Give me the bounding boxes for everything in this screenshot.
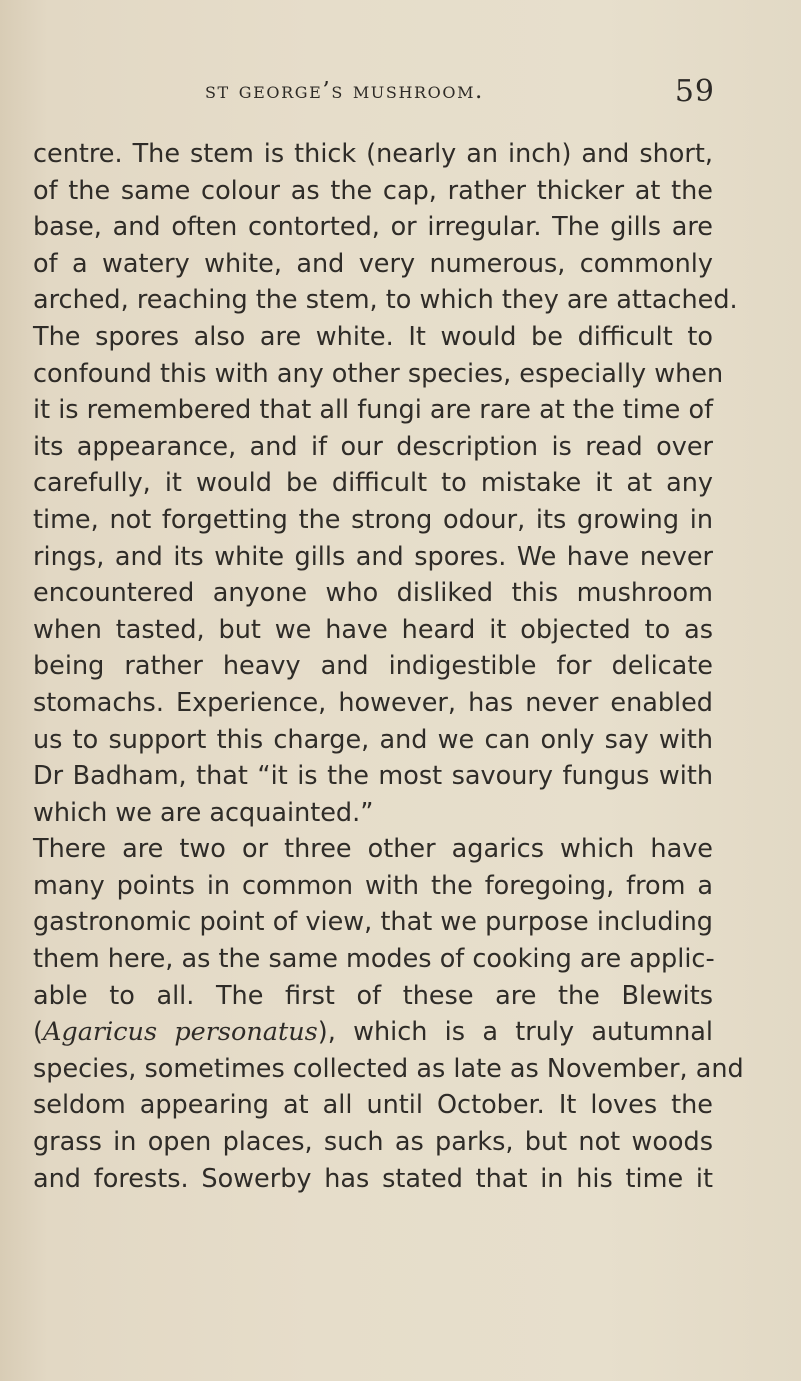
text-line: its appearance, and if our description is read over [33,431,713,462]
text-line: Dr Badham, that “it is the most savoury fungus with [33,761,713,792]
text-line: encountered anyone who disliked this mushroom [33,578,713,609]
text-line: it is remembered that all fungi are rare at the time of [33,395,714,426]
text-line: of the same colour as the cap, rather thicker at the [33,175,713,206]
text-line: species, sometimes collected as late as November, and [33,1053,744,1084]
text-line: carefully, it would be difficult to mistake it at any [33,468,713,499]
text-line: rings, and its white gills and spores. We have never [33,541,713,572]
page-header [205,74,715,118]
text-line: gastronomic point of view, that we purpose including [33,907,713,938]
text-line: base, and often contorted, or irregular. The gills are [33,212,713,243]
page-number: 59 [674,74,715,109]
running-title: st george’s mushroom. [205,78,484,104]
text-line: being rather heavy and indigestible for delicate [33,651,713,682]
text-line: and forests. Sowerby has stated that in his time it [33,1163,713,1194]
text-line: which we are acquainted.” [33,797,374,828]
species-name: Agaricus personatus [42,1017,318,1048]
text-line: them here, as the same modes of cooking are applic- [33,944,715,975]
text-line: confound this with any other species, especially when [33,358,724,389]
text-line: time, not forgetting the strong odour, its growing in [33,504,713,535]
text-line-with-italic [33,1014,713,1051]
text-line: centre. The stem is thick (nearly an inch) and short, [33,139,713,169]
text-line: able to all. The first of these are the Blewits [33,980,713,1011]
text-line: when tasted, but we have heard it objected to as [33,614,713,645]
text-line: grass in open places, such as parks, but not woods [33,1127,713,1158]
text-fragment: ( [33,1017,43,1048]
text-fragment: ), which is a truly autumnal [317,1017,714,1048]
text-line: arched, reaching the stem, to which they are attached. [33,285,738,316]
text-line: us to support this charge, and we can only say with [33,724,713,755]
text-line: stomachs. Experience, however, has never enabled [33,687,713,718]
body-text [33,136,744,1197]
text-line: of a watery white, and very numerous, commonly [33,248,713,279]
text-line: many points in common with the foregoing, from a [33,870,713,901]
text-line: There are two or three other agarics which have [33,834,713,865]
text-line: seldom appearing at all until October. It loves the [33,1090,713,1121]
text-line: The spores also are white. It would be difficult to [33,321,713,352]
